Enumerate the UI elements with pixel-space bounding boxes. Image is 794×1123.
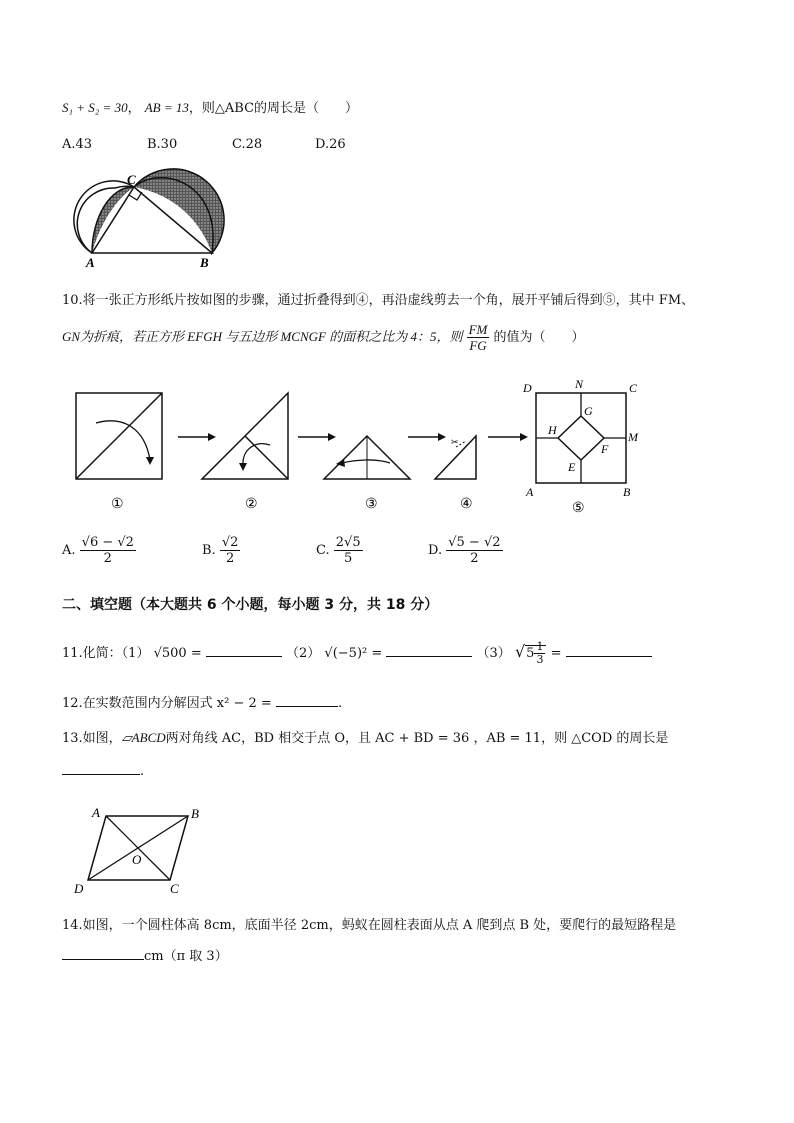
q10-label-g: G [584, 404, 593, 418]
q11-blank-3[interactable] [566, 644, 652, 657]
q11-part3-den: 3 [536, 653, 544, 666]
q11-blank-2[interactable] [386, 644, 472, 657]
q11-part1: √500 = [153, 646, 202, 661]
q10-label-n: N [575, 377, 584, 391]
q10-option-b [202, 535, 240, 566]
q10-option-a [62, 535, 136, 566]
q10-label-m: M [628, 430, 638, 444]
q10-step-5: ⑤ [572, 501, 585, 516]
q13-prefix: 13.如图， [62, 731, 122, 746]
q13-line2 [62, 762, 144, 781]
q11-part3-eq: = [550, 646, 562, 661]
q10-label-e: E [568, 460, 576, 474]
q13-parallelogram: ▱ABCD [121, 730, 166, 745]
q11-mid3: （3） [476, 646, 511, 661]
q10-frac-den: FG [469, 338, 487, 353]
q9-question: ，则△ABC的周长是（ ） [188, 101, 359, 116]
q13-end: . [140, 764, 145, 779]
q13-label-c: C [170, 881, 179, 896]
q10-option-a-den: 2 [103, 551, 112, 566]
q9-condition-sum: S₁ + S₂ = 30 [62, 100, 128, 115]
q11-part3-num: 1 [536, 640, 544, 653]
q10-step-4: ④ [460, 497, 473, 512]
q10-option-c-den: 5 [344, 551, 353, 566]
q10-option-a-letter: A. [62, 543, 76, 558]
q13-line1 [62, 729, 668, 748]
section-heading: 二、填空题（本大题共 6 个小题，每小题 3 分，共 18 分） [62, 597, 439, 613]
q10-label-h: H [548, 423, 557, 437]
q11-part2: √(−5)² = [324, 646, 383, 661]
q10-label-c: C [629, 381, 638, 395]
q10-line2-post: 的值为（ ） [493, 330, 585, 345]
q11-blank-1[interactable] [206, 644, 282, 657]
q10-label-b: B [623, 485, 631, 499]
q9-label-a: A [86, 255, 95, 270]
q12 [62, 694, 342, 713]
q10-option-c-letter: C. [316, 543, 330, 558]
q10-option-d-letter: D. [428, 543, 443, 558]
q11-part3-int: 5 [526, 646, 535, 661]
q13-label-b: B [191, 806, 199, 821]
q10-ratio-fraction [467, 322, 490, 353]
q10-step-2: ② [245, 497, 258, 512]
q9-option-c: C.28 [232, 137, 263, 152]
q10-option-d [428, 535, 503, 566]
q10-line1: 10.将一张正方形纸片按如图的步骤，通过折叠得到④，再沿虚线剪去一个角，展开平铺后得到⑤，其中 FM、 [62, 293, 695, 308]
q10-option-d-num: √5 − √2 [448, 535, 501, 550]
q10-option-c-num: 2√5 [335, 535, 361, 550]
q9-option-a: A.43 [62, 137, 93, 152]
q9-stem: S₁ + S₂ = 30， AB = 13，则△ABC的周长是（ ） [62, 100, 359, 116]
q10-label-a: A [526, 485, 534, 499]
q10-figure [60, 375, 660, 520]
q13-label-a: A [92, 805, 100, 820]
q13-label-d: D [74, 881, 84, 896]
scissors-icon: ✂ [451, 437, 459, 447]
q13-figure [70, 800, 220, 898]
q14-line1: 14.如图，一个圆柱体高 8cm，底面半径 2cm，蚂蚁在圆柱表面从点 A 爬到点 B 处，要爬行的最短路程是 [62, 918, 677, 933]
q11-mid2: （2） [286, 646, 321, 661]
q13-label-o: O [132, 852, 142, 867]
q10-option-c [316, 535, 363, 566]
q10-option-b-letter: B. [202, 543, 216, 558]
q10-step-1: ① [111, 497, 124, 512]
q10-frac-num: FM [468, 322, 488, 337]
q13-stem: 两对角线 AC，BD 相交于点 O，且 AC + BD = 36 ，AB = 11，则 △COD 的周长是 [165, 731, 669, 746]
q9-option-d: D.26 [315, 137, 346, 152]
q10-line2 [62, 320, 585, 355]
q10-label-d: D [523, 381, 532, 395]
q9-label-b: B [200, 255, 209, 270]
q9-option-b: B.30 [147, 137, 178, 152]
q10-option-b-den: 2 [225, 551, 235, 566]
q12-blank[interactable] [276, 694, 338, 707]
q10-line2-pre: GN为折痕，若正方形 EFGH 与五边形 MCNGF 的面积之比为 4：5，则 [62, 329, 463, 344]
q12-end: . [337, 696, 343, 711]
q9-condition-ab: AB = 13 [144, 100, 189, 115]
q12-text: 12.在实数范围内分解因式 x² − 2 = [62, 696, 272, 711]
q9-label-c: C [127, 172, 136, 187]
q14-unit: cm（π 取 3） [144, 949, 228, 964]
q10-label-f: F [601, 442, 609, 456]
q11-prefix: 11.化简：（1） [62, 646, 150, 661]
q10-option-b-num: √2 [221, 535, 239, 550]
q10-option-a-num: √6 − √2 [81, 535, 134, 550]
q14-line2 [62, 947, 228, 966]
q9-figure [72, 168, 232, 272]
q14-blank[interactable] [62, 947, 144, 960]
q11: 11.化简：（1） √500 = （2） √(−5)² = （3） √5 $\frac{1}{3}$ = [62, 640, 652, 666]
q13-blank[interactable] [62, 762, 140, 775]
q10-option-d-den: 2 [470, 551, 479, 566]
q10-step-3: ③ [365, 497, 378, 512]
